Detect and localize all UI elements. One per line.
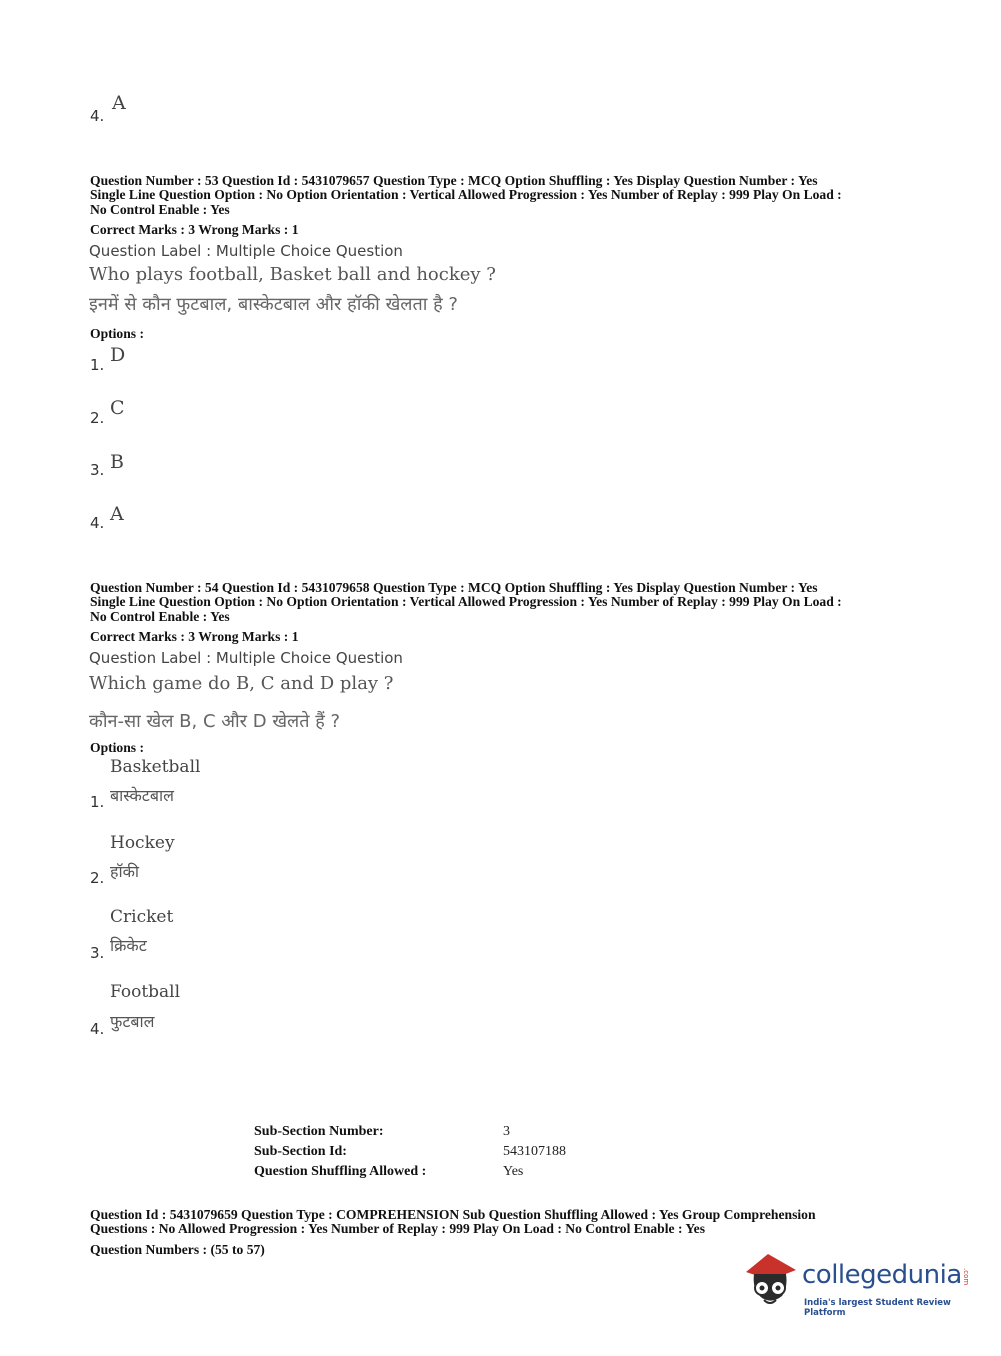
q54-meta: [90, 581, 842, 624]
comprehension-meta-line1: Question Id : 5431079659 Question Type : COMPREHENSION Sub Question Shuffling Allowed : Yes Group Comprehension: [90, 1207, 816, 1222]
option-letter: A: [112, 92, 126, 114]
q53-option-4-number: 4.: [90, 514, 105, 532]
q53-option-1-letter: D: [110, 344, 126, 366]
q54-marks: Correct Marks : 3 Wrong Marks : 1: [90, 629, 299, 644]
subsection-number-label: Sub-Section Number:: [254, 1124, 384, 1139]
subsection-id-value: 543107188: [503, 1144, 566, 1159]
q53-option-3-number: 3.: [90, 461, 105, 479]
q54-option-3-number: 3.: [90, 944, 105, 962]
q54-label: Question Label : Multiple Choice Question: [89, 649, 403, 667]
q53-text-english: Who plays football, Basket ball and hockey ?: [89, 264, 496, 285]
q53-meta-line2: Single Line Question Option : No Option Orientation : Vertical Allowed Progression : Yes Number of Replay : 999 Play On Load :: [90, 187, 842, 203]
subsection-number-value: 3: [503, 1124, 510, 1139]
q53-meta-line1: Question Number : 53 Question Id : 5431079657 Question Type : MCQ Option Shuffling : Yes Display Question Number : Yes: [90, 173, 818, 188]
q54-option-1-hindi: बास्केटबाल: [110, 786, 174, 805]
q54-text-english: Which game do B, C and D play ?: [89, 673, 394, 694]
logo-suffix: .com: [962, 1268, 970, 1286]
comprehension-meta-line2: Questions : No Allowed Progression : Yes Number of Replay : 999 Play On Load : No Control Enable : Yes: [90, 1221, 706, 1237]
subsection-id-label: Sub-Section Id:: [254, 1144, 347, 1159]
q54-text-hindi: कौन-सा खेल B, C और D खेलते हैं ?: [89, 711, 341, 732]
comprehension-meta: [90, 1208, 816, 1237]
q53-text-hindi: इनमें से कौन फुटबाल, बास्केटबाल और हॉकी खेलता है ?: [89, 294, 458, 315]
q54-meta-line3: No Control Enable : Yes: [90, 608, 230, 624]
comprehension-question-numbers: Question Numbers : (55 to 57): [90, 1242, 265, 1257]
option-number: 4.: [90, 107, 105, 125]
q53-option-2-number: 2.: [90, 409, 105, 427]
subsection-shuffle-label: Question Shuffling Allowed :: [254, 1164, 427, 1179]
q53-option-4-letter: A: [110, 503, 124, 525]
q54-option-1-number: 1.: [90, 793, 105, 811]
q53-option-1-number: 1.: [90, 356, 105, 374]
q53-options-title: Options :: [90, 326, 145, 341]
q53-label: Question Label : Multiple Choice Question: [89, 242, 403, 260]
q53-meta: [90, 174, 842, 217]
q54-option-3-hindi: क्रिकेट: [110, 936, 147, 955]
q54-option-2-english: Hockey: [110, 833, 175, 853]
q54-option-4-number: 4.: [90, 1020, 105, 1038]
q54-option-3-english: Cricket: [110, 907, 174, 927]
q53-option-2-letter: C: [110, 397, 125, 419]
q54-option-1-english: Basketball: [110, 757, 201, 777]
mascot-icon: [740, 1250, 802, 1316]
q53-option-3-letter: B: [110, 451, 124, 473]
logo-tagline: India's largest Student Review Platform: [804, 1298, 951, 1318]
logo-wordmark: collegedunia: [802, 1260, 962, 1290]
q53-marks: Correct Marks : 3 Wrong Marks : 1: [90, 222, 299, 237]
q54-meta-line1: Question Number : 54 Question Id : 5431079658 Question Type : MCQ Option Shuffling : Yes Display Question Number : Yes: [90, 580, 818, 595]
q54-option-4-english: Football: [110, 982, 181, 1002]
q54-meta-line2: Single Line Question Option : No Option Orientation : Vertical Allowed Progression : Yes Number of Replay : 999 Play On Load :: [90, 594, 842, 610]
q54-option-4-hindi: फुटबाल: [110, 1012, 155, 1031]
q54-options-title: Options :: [90, 740, 145, 755]
subsection-shuffle-value: Yes: [503, 1164, 524, 1179]
collegedunia-logo: [740, 1250, 970, 1322]
q54-option-2-hindi: हॉकी: [110, 862, 140, 881]
q54-option-2-number: 2.: [90, 869, 105, 887]
q53-meta-line3: No Control Enable : Yes: [90, 201, 230, 217]
